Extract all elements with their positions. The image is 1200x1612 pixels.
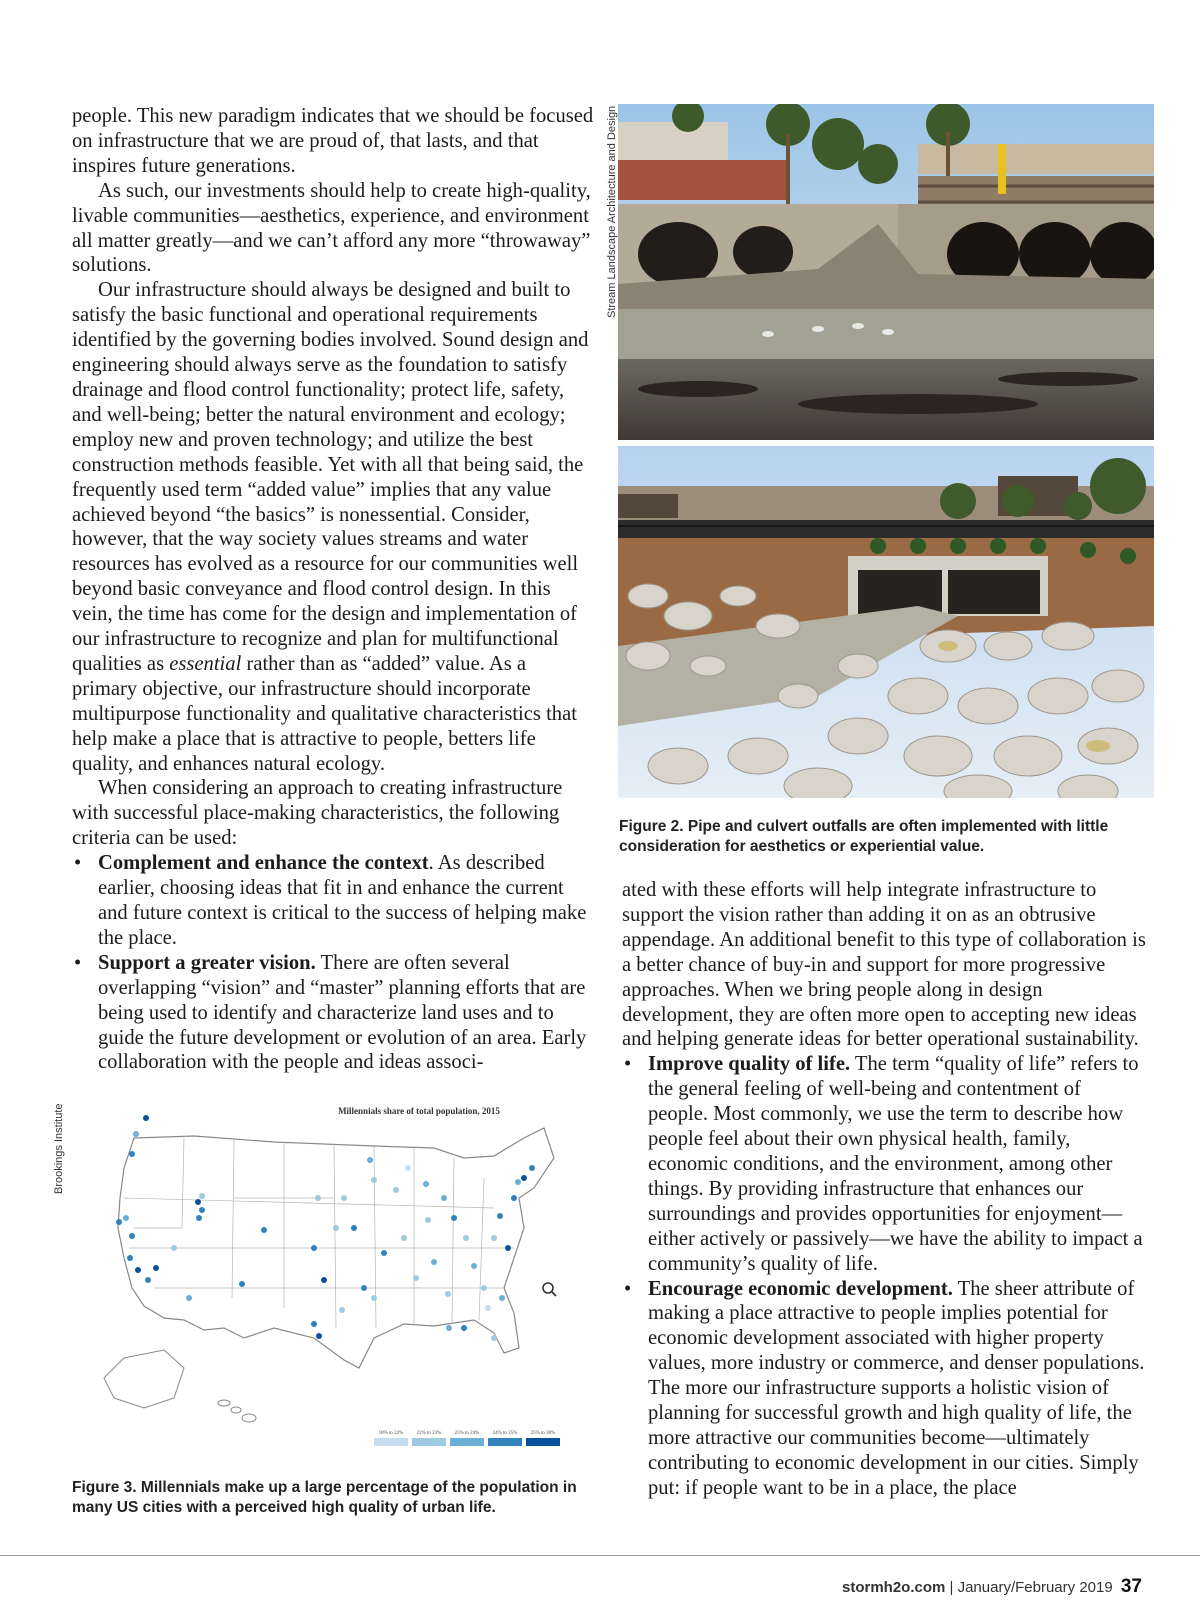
criteria-list bbox=[72, 851, 594, 1075]
list-item: • Encourage economic development. The sheer attribute of making a place attractive to people implies potential for economic development associated with higher property values, more industry or commerce, and denser populations. The more our infrastructure supports a holistic vision of planning for successful growth and high quality of life, the more attractive our communities become—ultimately contributing to economic development in our cities. Simply put: if people want to be in a place, the place bbox=[622, 1277, 1146, 1501]
legend-label: 25% to 30% bbox=[530, 1431, 556, 1436]
paragraph: people. This new paradigm indicates that we should be focused on infrastructure that we are proud of, that lasts, and that inspires future generations. bbox=[72, 105, 594, 177]
legend-label: 22% to 23% bbox=[416, 1431, 442, 1436]
list-item-continuation: ated with these efforts will help integrate infrastructure to support the vision rather than adding it on as an obtrusive appendage. An additional benefit to this type of collaboration is a better chance of buy-in and support for more progressive approaches. When we bring people along in design development, they are often more open to accepting new ideas and helping generate ideas for better operational sustainability. bbox=[622, 879, 1146, 1051]
photo-pipe-outfalls bbox=[618, 104, 1154, 440]
figure3-caption: Figure 3. Millennials make up a large percentage of the population in many US cities with a perceived high quality of urban life. bbox=[72, 1479, 577, 1516]
footer bbox=[842, 1576, 1142, 1598]
zoom-icon[interactable] bbox=[543, 1283, 556, 1296]
legend-swatch bbox=[526, 1438, 560, 1446]
legend-label: 18% to 22% bbox=[378, 1431, 404, 1436]
map-legend bbox=[374, 1431, 560, 1446]
map-credit: Brookings Institute bbox=[53, 1103, 65, 1194]
legend-swatch bbox=[374, 1438, 408, 1446]
paragraph: As such, our investments should help to create high-quality, livable communities—aesthetics, experience, and environment all matter greatly—and we can’t afford any more “throwaway” solutions. bbox=[72, 179, 591, 277]
list-item: • Support a greater vision. There are often several overlapping “vision” and “master” planning efforts that are being used to identify and characterize land uses and to guide the future development or evolution of an area. Early collaboration with the people and ideas associ- bbox=[72, 951, 594, 1076]
millennials-map bbox=[74, 1098, 592, 1460]
map-title: Millennials share of total population, 2015 bbox=[338, 1106, 500, 1116]
issue-date: January/February 2019 bbox=[957, 1579, 1113, 1596]
legend-swatch bbox=[412, 1438, 446, 1446]
list-item: • Complement and enhance the context. As described earlier, choosing ideas that fit in and enhance the current and future context is critical to the success of helping make the place. bbox=[72, 851, 594, 951]
list-item: • Improve quality of life. The term “quality of life” refers to the general feeling of well-being and contentment of people. Most commonly, we use the term to describe how people feel about their own physical health, family, economic conditions, and the environment, among other things. By providing infrastructure that enhances our surroundings and provides opportunities for enjoyment—either actively or passively—we have the ability to impact a community’s quality of life. bbox=[622, 1052, 1146, 1276]
criteria-list-continued bbox=[622, 878, 1146, 1501]
photo-credit: Stream Landscape Architecture and Design bbox=[606, 105, 618, 318]
emphasis: essential bbox=[169, 652, 242, 675]
figure2-caption: Figure 2. Pipe and culvert outfalls are often implemented with little consideration for aesthetics or experiential value. bbox=[619, 818, 1109, 855]
footer-separator: | bbox=[949, 1579, 954, 1596]
paragraph: Our infrastructure should always be designed and built to satisfy the basic functional and operational requirements identified by the governing bodies involved. Sound design and engineering should always serve as the foundation to satisfy drainage and flood control functionality; protect life, safety, and well-being; better the natural environment and ecology; employ new and proven technology; and utilize the best construction methods feasible. Yet with all that being said, the frequently used term “added value” implies that any value achieved beyond “the basics” is nonessential. Consider, however, that the way society values streams and water resources has evolved as a resource for our communities well beyond basic conveyance and flood control design. In this vein, the time has come for the design and implementation of our infrastructure to recognize and plan for multifunctional qualities as essential rather than as “added” value. As a primary objective, our infrastructure should incorporate multipurpose functionality and qualitative characteristics that help make a place that is attractive to people, betters life quality, and enhances natural ecology. bbox=[72, 279, 589, 775]
legend-label: 24% to 25% bbox=[492, 1431, 518, 1436]
page-number: 37 bbox=[1120, 1576, 1142, 1597]
paragraph: When considering an approach to creating infrastructure with successful place-making characteristics, the following criteria can be used: bbox=[72, 777, 563, 850]
site-name: stormh2o.com bbox=[841, 1579, 946, 1596]
right-column bbox=[622, 878, 1146, 1501]
footer-rule bbox=[0, 1555, 1200, 1556]
photo-box-culvert bbox=[618, 446, 1154, 798]
legend-swatch bbox=[488, 1438, 522, 1446]
legend-label: 23% to 24% bbox=[454, 1431, 480, 1436]
legend-swatch bbox=[450, 1438, 484, 1446]
left-column bbox=[72, 104, 594, 1075]
